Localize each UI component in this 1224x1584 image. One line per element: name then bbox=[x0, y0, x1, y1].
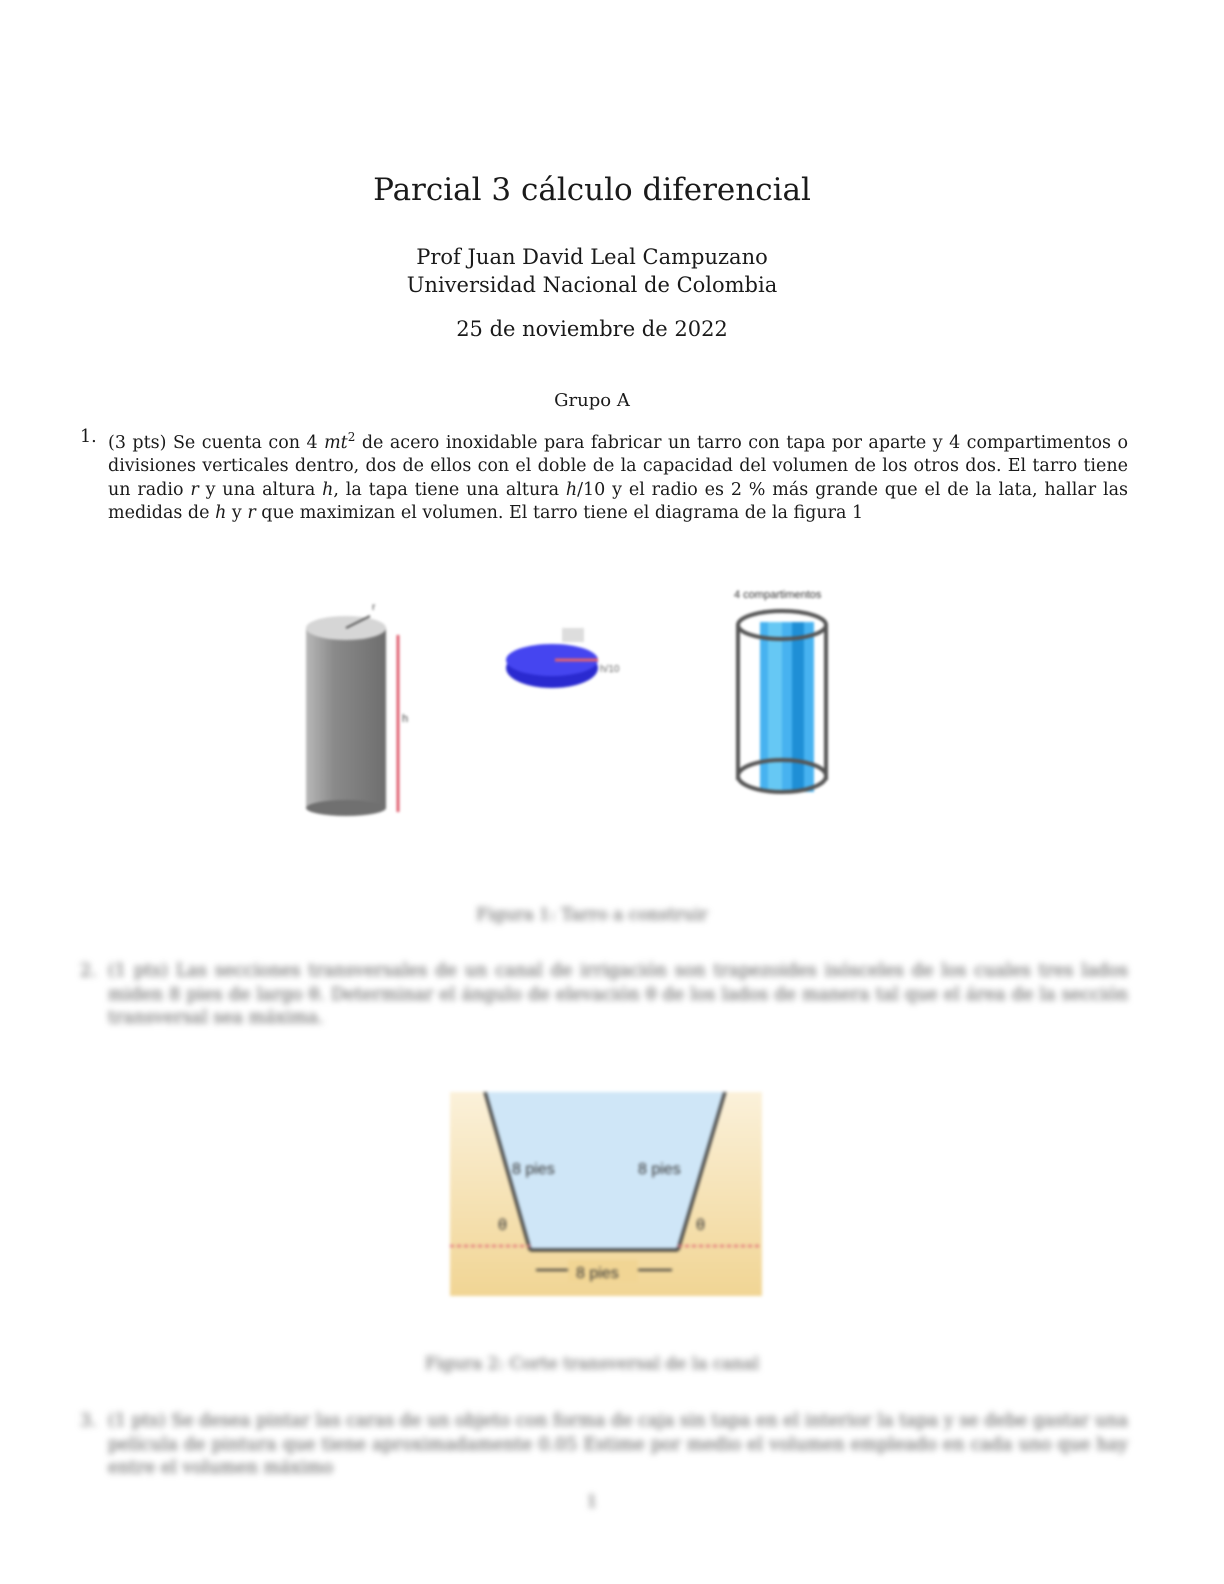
label-theta-left: θ bbox=[498, 1217, 507, 1234]
label-compartments: 4 compartimentos bbox=[734, 589, 822, 601]
label-bottom: 8 pies bbox=[576, 1265, 619, 1282]
lid-drawing bbox=[506, 628, 620, 688]
author-institution: Universidad Nacional de Colombia bbox=[406, 273, 778, 297]
problem-text: (1 pts) Las secciones transversales de un canal de irrigación son trapezoides isósceles de los cuales tres lados miden 8 pies de largo θ. Determinar el ángulo de elevación θ de los lados de manera tal que el área de la sección transversal sea máxima. bbox=[108, 961, 1128, 1028]
label-h: h bbox=[402, 713, 409, 725]
problem-1 bbox=[80, 426, 1128, 526]
label-left-side: 8 pies bbox=[512, 1161, 555, 1178]
figure-2-drawing bbox=[450, 1092, 762, 1296]
problem-number: 2. bbox=[80, 961, 97, 981]
can-drawing bbox=[306, 602, 408, 816]
problem-text: (3 pts) Se cuenta con 4 $mt^2$ de acero inoxidable para fabricar un tarro con tapa por aparte y 4 compartimentos o divisiones verticales dentro, dos de ellos con el doble de la capacidad del volumen de los otros dos. El tarro tiene un radio r y una altura h, la tapa tiene una altura h/10 y el radio es 2 % más grande que el de la lata, hallar las medidas de h y r que maximizan el volumen. El tarro tiene el diagrama de la figura 1 bbox=[108, 430, 1129, 524]
document-title: Parcial 3 cálculo diferencial bbox=[373, 172, 811, 208]
label-h10: h/10 bbox=[600, 664, 620, 675]
figure-2-caption: Figura 2: Corte transversal de la canal bbox=[424, 1354, 760, 1374]
author-name: Prof Juan David Leal Campuzano bbox=[416, 245, 768, 269]
author-block bbox=[0, 243, 1184, 299]
problem-text: (1 pts) Se desea pintar las caras de un objeto con forma de caja sin tapa en el interior la tapa y se debe gastar una película de pintura que tiene aproximadamente 0.05 Estime por medio el volumen empleado en cada uno que hay entre el volumen máximo bbox=[108, 1411, 1128, 1478]
label-theta-right: θ bbox=[696, 1217, 705, 1234]
label-r: r bbox=[372, 602, 376, 613]
page-number: 1 bbox=[586, 1492, 598, 1512]
problem-number: 1. bbox=[80, 427, 97, 447]
problem-number: 3. bbox=[80, 1411, 97, 1431]
figure-1-caption: Figura 1: Tarro a construir bbox=[476, 905, 708, 925]
group-heading: Grupo A bbox=[554, 390, 630, 411]
figure-2 bbox=[450, 1092, 762, 1296]
label-right-side: 8 pies bbox=[638, 1161, 681, 1178]
document-date: 25 de noviembre de 2022 bbox=[456, 317, 728, 341]
problem-2 bbox=[80, 960, 1128, 1031]
figure-1-drawing bbox=[280, 580, 880, 830]
figure-1 bbox=[280, 580, 880, 830]
problem-3 bbox=[80, 1410, 1128, 1481]
compartment-drawing bbox=[734, 589, 826, 792]
